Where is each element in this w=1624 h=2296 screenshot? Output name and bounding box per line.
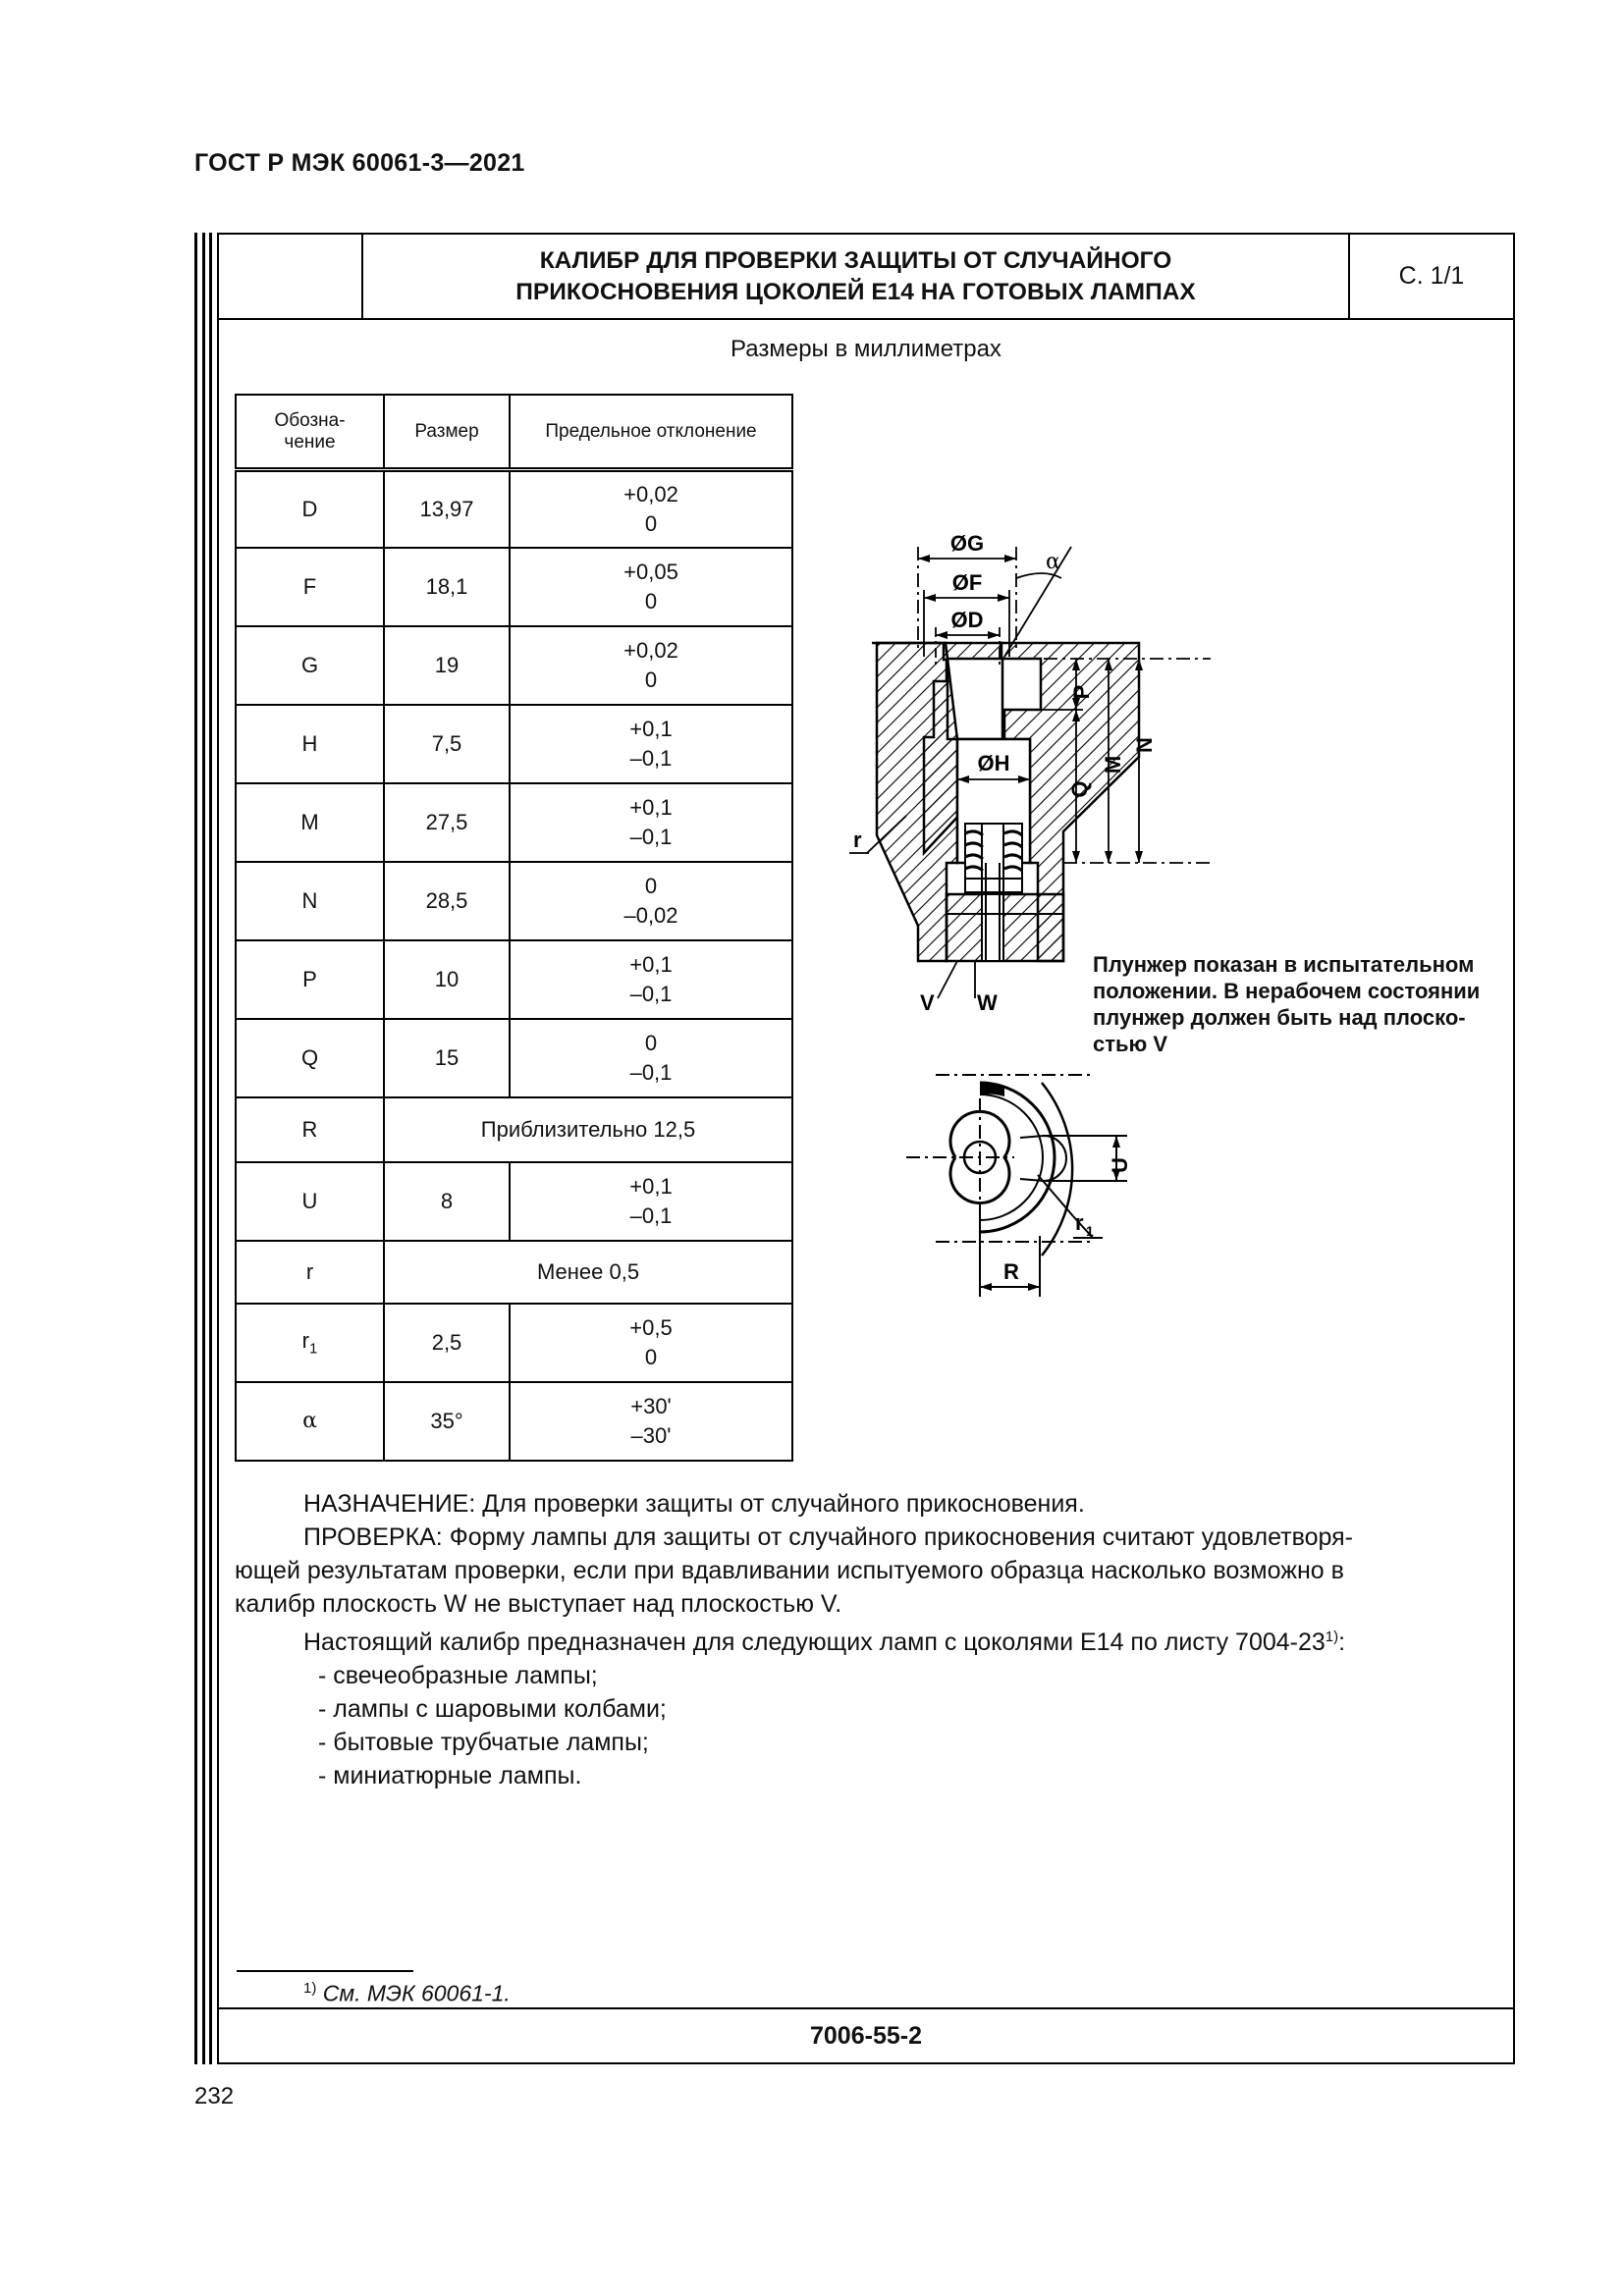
deviation-lower: 0	[644, 588, 658, 614]
page-number: 232	[194, 2083, 235, 2109]
cell-size: 27,5	[384, 783, 510, 862]
deviation-lower: –0,1	[629, 1059, 673, 1085]
document-header: ГОСТ Р МЭК 60061-3—2021	[194, 149, 525, 177]
intended-text: Настоящий калибр предназначен для следующих ламп с цоколями Е14 по листу 7004-23	[303, 1629, 1326, 1656]
list-item: - лампы с шаровыми колбами;	[318, 1695, 667, 1723]
sheet-number: 7006-55-2	[219, 2007, 1513, 2062]
cell-designation: G	[236, 626, 384, 705]
list-item: - бытовые трубчатые лампы;	[318, 1729, 649, 1756]
margin-line	[194, 233, 197, 2064]
cell-designation: D	[236, 470, 384, 548]
deviation-upper: 0	[644, 873, 658, 898]
deviation-upper: +0,02	[623, 637, 678, 663]
cell-size: 8	[384, 1162, 510, 1241]
list-item: - миниатюрные лампы.	[318, 1762, 582, 1789]
label-alpha: α	[1046, 550, 1060, 574]
footnote	[303, 1980, 511, 2007]
label-q: Q	[1067, 780, 1092, 798]
check-paragraph-line: ющей результатам проверки, если при вдавливании испытуемого образца насколько возможно в	[235, 1557, 1344, 1584]
gauge-drawing	[219, 235, 1513, 1442]
label-u: U	[1108, 1157, 1132, 1173]
label-diameter-g: ØG	[949, 531, 985, 556]
label-r-radius: R	[1003, 1259, 1019, 1284]
margin-line	[202, 233, 205, 2064]
deviation-upper: +0,5	[629, 1314, 673, 1340]
label-r1: r	[1075, 1210, 1084, 1235]
cell-designation: U	[236, 1162, 384, 1241]
note-line: положении. В нерабочем состоянии	[1093, 979, 1481, 1003]
purpose-paragraph: НАЗНАЧЕНИЕ: Для проверки защиты от случайного прикосновения.	[303, 1490, 1085, 1518]
cell-size: 13,97	[384, 470, 510, 548]
list-item: - свечеобразные лампы;	[318, 1662, 598, 1689]
label-diameter-f: ØF	[951, 570, 983, 595]
header-text: чение	[284, 431, 336, 453]
col-deviation: Предельное отклонение	[510, 395, 792, 470]
cell-designation: R	[236, 1097, 384, 1162]
footnote-text: См. МЭК 60061-1.	[322, 1980, 511, 2006]
deviation-lower: –0,1	[629, 745, 673, 771]
cell-merged: Приблизительно 12,5	[384, 1097, 792, 1162]
title-line-1: КАЛИБР ДЛЯ ПРОВЕРКИ ЗАЩИТЫ ОТ СЛУЧАЙНОГО	[539, 246, 1172, 274]
cell-designation: Q	[236, 1019, 384, 1097]
designation-subscript: 1	[308, 1340, 318, 1358]
cell-designation: H	[236, 705, 384, 783]
label-n: N	[1132, 737, 1157, 753]
cell-designation: M	[236, 783, 384, 862]
check-paragraph-line: ПРОВЕРКА: Форму лампы для защиты от случайного прикосновения считают удовлетворя-	[303, 1523, 1353, 1551]
cell-size: 19	[384, 626, 510, 705]
deviation-upper: +0,1	[629, 794, 673, 820]
cell-size: 35°	[384, 1382, 510, 1461]
label-diameter-h: ØH	[977, 751, 1010, 775]
cell-size: 28,5	[384, 862, 510, 940]
cell-designation: N	[236, 862, 384, 940]
plunger-note	[1093, 951, 1525, 1057]
deviation-lower: –0,1	[629, 981, 673, 1006]
title-line-2: ПРИКОСНОВЕНИЯ ЦОКОЛЕЙ Е14 НА ГОТОВЫХ ЛАМПАХ	[515, 278, 1196, 305]
left-hatch	[877, 643, 957, 961]
cell-size: 15	[384, 1019, 510, 1097]
designation-text: r	[301, 1327, 309, 1353]
deviation-lower: –0,1	[629, 824, 673, 849]
check-paragraph-line: калибр плоскость W не выступает над плоскостью V.	[235, 1590, 842, 1618]
note-line: Плунжер показан в испытательном	[1093, 952, 1475, 977]
note-line: плунжер должен быть над плоско-	[1093, 1005, 1466, 1030]
header-text: Обозна-	[274, 409, 346, 431]
col-size: Размер	[384, 395, 510, 470]
footnote-mark: 1)	[303, 1980, 317, 1997]
deviation-lower: 0	[644, 667, 658, 692]
label-diameter-d: ØD	[950, 608, 984, 632]
intended-colon: :	[1338, 1629, 1346, 1656]
cell-designation: α	[236, 1382, 384, 1461]
sheet-page-indicator: С. 1/1	[1398, 262, 1465, 290]
intended-paragraph	[235, 1621, 1503, 1659]
standard-sheet	[217, 233, 1515, 2064]
label-m: M	[1101, 755, 1125, 774]
cell-size: 2,5	[384, 1304, 510, 1382]
body-text	[235, 1487, 1503, 1792]
cell-designation: P	[236, 940, 384, 1019]
deviation-upper: +0,1	[629, 951, 673, 977]
label-r: r	[853, 828, 862, 852]
units-caption: Размеры в миллиметрах	[731, 336, 1001, 362]
deviation-lower: 0	[644, 1344, 658, 1369]
cell-size: 18,1	[384, 548, 510, 626]
cell-size: 10	[384, 940, 510, 1019]
label-r1-subscript: 1	[1086, 1223, 1094, 1239]
footnote-separator	[237, 1970, 413, 1972]
deviation-upper: +0,05	[623, 559, 678, 584]
cell-designation: r	[236, 1241, 384, 1304]
deviation-lower: –30'	[630, 1422, 672, 1448]
deviation-lower: –0,02	[623, 902, 678, 928]
note-line: стью V	[1093, 1032, 1168, 1056]
deviation-upper: +0,1	[629, 1173, 673, 1199]
cell-merged: Менее 0,5	[384, 1241, 792, 1304]
margin-line	[209, 233, 212, 2064]
label-p: P	[1069, 684, 1094, 700]
deviation-lower: –0,1	[629, 1202, 673, 1228]
cell-designation: F	[236, 548, 384, 626]
deviation-upper: +0,02	[623, 481, 678, 507]
deviation-upper: +30'	[630, 1393, 672, 1418]
label-v: V	[920, 990, 935, 1015]
label-w: W	[977, 990, 998, 1015]
cell-size: 7,5	[384, 705, 510, 783]
deviation-upper: 0	[644, 1030, 658, 1055]
deviation-upper: +0,1	[629, 716, 673, 741]
footnote-ref[interactable]: 1)	[1325, 1629, 1339, 1645]
deviation-lower: 0	[644, 510, 658, 536]
